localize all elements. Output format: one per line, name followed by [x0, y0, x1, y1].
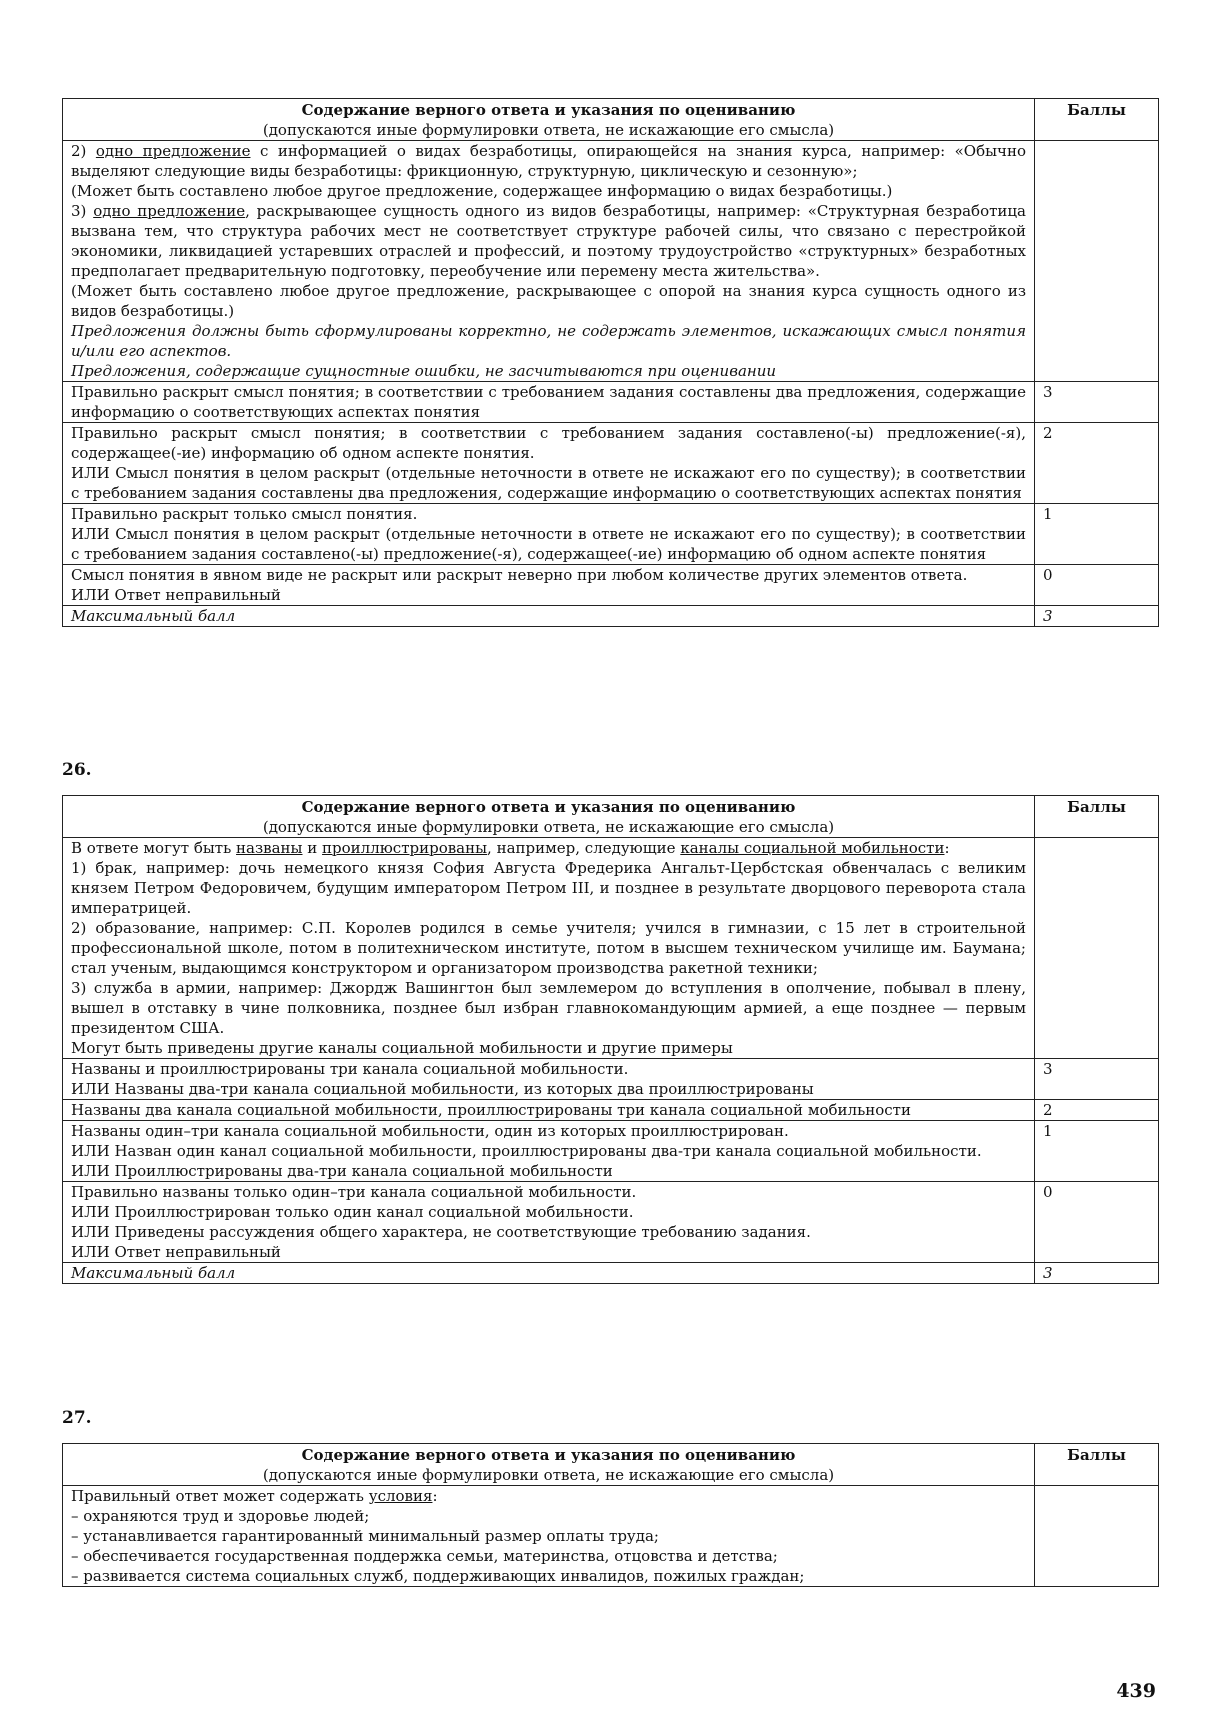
list-item: – охраняются труд и здоровье людей;	[71, 1507, 370, 1525]
criterion-text: Правильно раскрыт только смысл понятия. ИЛИ Смысл понятия в целом раскрыт (отдельные неточности в ответе не искажают его по существу); в соответствии с требованием задания составлено(-ы) предложение(-я), содержащее(-ие) информацию об одном аспекте понятия	[63, 504, 1035, 565]
table-row	[63, 382, 1159, 423]
points-cell	[1035, 141, 1159, 382]
header-title: Содержание верного ответа и указания по оцениванию	[301, 1446, 796, 1464]
list-item: – развивается система социальных служб, поддерживающих инвалидов, пожилых граждан;	[71, 1567, 805, 1585]
criteria-table-25	[62, 98, 1159, 627]
table-row	[63, 1486, 1159, 1587]
criterion-text: Названы один–три канала социальной мобильности, один из которых проиллюстрирован. ИЛИ Назван один канал социальной мобильности, проиллюстрированы два-три канала социальной мобильности. ИЛИ Проиллюстрированы два-три канала социальной мобильности	[63, 1121, 1035, 1182]
table-header-row	[63, 1444, 1159, 1486]
max-score-label: Максимальный балл	[63, 606, 1035, 627]
criteria-table-27	[62, 1443, 1159, 1587]
table-row	[63, 1059, 1159, 1100]
criterion-text: Правильно раскрыт смысл понятия; в соответствии с требованием задания составлены два предложения, содержащие информацию о соответствующих аспектах понятия	[63, 382, 1035, 423]
header-subtitle: (допускаются иные формулировки ответа, не искажающие его смысла)	[262, 121, 835, 139]
header-title: Содержание верного ответа и указания по оцениванию	[301, 798, 796, 816]
criterion-points: 1	[1035, 1121, 1159, 1182]
criterion-points: 0	[1035, 565, 1159, 606]
table-row	[63, 565, 1159, 606]
max-score-label: Максимальный балл	[63, 1263, 1035, 1284]
table-row	[63, 1121, 1159, 1182]
table-row	[63, 1100, 1159, 1121]
table-header-row	[63, 99, 1159, 141]
criterion-text: Смысл понятия в явном виде не раскрыт или раскрыт неверно при любом количестве других элементов ответа. ИЛИ Ответ неправильный	[63, 565, 1035, 606]
table-row	[63, 504, 1159, 565]
criterion-points: 0	[1035, 1182, 1159, 1263]
criterion-text: Правильно названы только один–три канала социальной мобильности. ИЛИ Проиллюстрирован только один канал социальной мобильности. ИЛИ Приведены рассуждения общего характера, не соответствующие требованию задания. ИЛИ Ответ неправильный	[63, 1182, 1035, 1263]
criterion-points: 1	[1035, 504, 1159, 565]
header-points-cell: Баллы	[1035, 1444, 1159, 1486]
criterion-text: Названы и проиллюстрированы три канала социальной мобильности. ИЛИ Названы два-три канала социальной мобильности, из которых два проиллюстрированы	[63, 1059, 1035, 1100]
criterion-text: Названы два канала социальной мобильности, проиллюстрированы три канала социальной мобильности	[63, 1100, 1035, 1121]
header-points-cell: Баллы	[1035, 796, 1159, 838]
table-row	[63, 1182, 1159, 1263]
header-subtitle: (допускаются иные формулировки ответа, не искажающие его смысла)	[262, 1466, 835, 1484]
table-row	[63, 423, 1159, 504]
list-item: – устанавливается гарантированный минимальный размер оплаты труда;	[71, 1527, 659, 1545]
answer-content-cell: 2) одно предложение с информацией о видах безработицы, опирающейся на знания курса, например: «Обычно выделяют следующие виды безработицы: фрикционную, структурную, циклическую и сезонную»; (Может быть составлено любое другое предложение, содержащее информацию о видах безработицы.) 3) одно предложение, раскрывающее сущность одного из видов безработицы, например: «Структурная безработица вызвана тем, что структура рабочих мест не соответствует структуре рабочей силы, что связано с перестройкой экономики, ликвидацией устаревших отраслей и профессий, и поэтому трудоустройство «структурных» безработных предполагает предварительную подготовку, переобучение или перемену места жительства». (Может быть составлено любое другое предложение, раскрывающее с опорой на знания курса сущность одного из видов безработицы.) Предложения должны быть сформулированы корректно, не содержать элементов, искажающих смысл понятия и/или его аспектов. Предложения, содержащие сущностные ошибки, не засчитываются при оценивании	[63, 141, 1035, 382]
points-cell	[1035, 1486, 1159, 1587]
header-content-cell	[63, 796, 1035, 838]
criterion-points: 3	[1035, 382, 1159, 423]
header-title: Содержание верного ответа и указания по оцениванию	[301, 101, 796, 119]
criterion-points: 2	[1035, 423, 1159, 504]
criterion-points: 2	[1035, 1100, 1159, 1121]
task-number-27: 27.	[62, 1408, 92, 1428]
task-number-26: 26.	[62, 760, 92, 780]
criterion-text: Правильно раскрыт смысл понятия; в соответствии с требованием задания составлено(-ы) предложение(-я), содержащее(-ие) информацию об одном аспекте понятия. ИЛИ Смысл понятия в целом раскрыт (отдельные неточности в ответе не искажают его по существу); в соответствии с требованием задания составлены два предложения, содержащие информацию о соответствующих аспектах понятия	[63, 423, 1035, 504]
points-cell	[1035, 838, 1159, 1059]
criteria-table-26	[62, 795, 1159, 1284]
answer-content-cell: В ответе могут быть названы и проиллюстрированы, например, следующие каналы социальной мобильности: 1) брак, например: дочь немецкого князя София Августа Фредерика Ангальт-Цербстская обвенчалась с великим князем Петром Федоровичем, будущим императором Петром III, и позднее в результате дворцового переворота стала императрицей. 2) образование, например: С.П. Королев родился в семье учителя; учился в гимназии, с 15 лет в строительной профессиональной школе, потом в политехническом институте, потом в высшем техническом училище им. Баумана; стал ученым, выдающимся конструктором и организатором производства ракетной техники; 3) служба в армии, например: Джордж Вашингтон был землемером до вступления в ополчение, побывал в плену, вышел в отставку в чине полковника, позднее был избран главнокомандующим армией, а еще позднее — первым президентом США. Могут быть приведены другие каналы социальной мобильности и другие примеры	[63, 838, 1035, 1059]
page-number: 439	[1116, 1680, 1156, 1702]
max-score-value: 3	[1035, 1263, 1159, 1284]
criterion-points: 3	[1035, 1059, 1159, 1100]
header-content-cell	[63, 1444, 1035, 1486]
list-item: – обеспечивается государственная поддержка семьи, материнства, отцовства и детства;	[71, 1547, 778, 1565]
header-points-cell: Баллы	[1035, 99, 1159, 141]
max-score-value: 3	[1035, 606, 1159, 627]
table-row	[63, 838, 1159, 1059]
max-score-row	[63, 606, 1159, 627]
header-subtitle: (допускаются иные формулировки ответа, не искажающие его смысла)	[262, 818, 835, 836]
max-score-row	[63, 1263, 1159, 1284]
table-row	[63, 141, 1159, 382]
answer-content-cell: Правильный ответ может содержать условия: – охраняются труд и здоровье людей; – устанавливается гарантированный минимальный размер оплаты труда; – обеспечивается государственная поддержка семьи, материнства, отцовства и детства; – развивается система социальных служб, поддерживающих инвалидов, пожилых граждан;	[63, 1486, 1035, 1587]
table-header-row	[63, 796, 1159, 838]
header-content-cell	[63, 99, 1035, 141]
